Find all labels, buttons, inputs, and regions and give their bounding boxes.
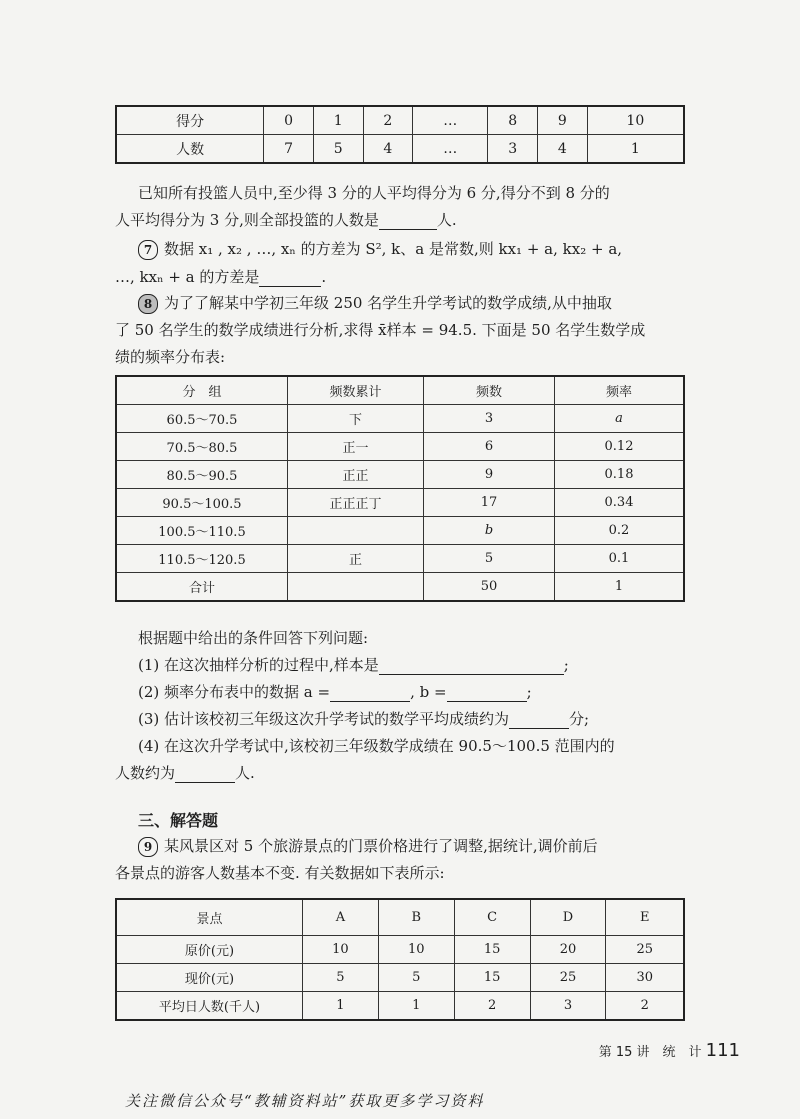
table-cell: D (530, 899, 606, 936)
table-cell: A (303, 899, 379, 936)
table-cell: 0.34 (555, 489, 685, 517)
table-cell: 15 (454, 964, 530, 992)
watermark-text: 关注微信公众号“教辅资料站”获取更多学习资料 (125, 1092, 485, 1110)
frequency-table (115, 375, 685, 602)
table-cell: 90.5～100.5 (116, 489, 288, 517)
table-cell: 1 (313, 106, 363, 135)
table-cell: … (413, 135, 488, 164)
table-cell: 5 (378, 964, 454, 992)
table-cell: B (378, 899, 454, 936)
table-row (116, 405, 684, 433)
table-cell: 25 (606, 936, 684, 964)
table-cell: 人数 (116, 135, 264, 164)
table-row (116, 545, 684, 573)
table-cell: 2 (454, 992, 530, 1021)
question-number: 7 (138, 240, 158, 260)
table-cell: … (413, 106, 488, 135)
sub-question-4: (4) 在这次升学考试中,该校初三年级数学成绩在 90.5～100.5 范围内的 (138, 737, 615, 755)
table-cell: 10 (587, 106, 684, 135)
table-cell: 1 (303, 992, 379, 1021)
table-cell: 得分 (116, 106, 264, 135)
table-cell: a (555, 405, 685, 433)
table-cell: 0.12 (555, 433, 685, 461)
table-cell: 100.5～110.5 (116, 517, 288, 545)
table-cell: 15 (454, 936, 530, 964)
question-number: 9 (138, 837, 158, 857)
question-9-line1: 9 某风景区对 5 个旅游景点的门票价格进行了调整,据统计,调价前后 (138, 833, 698, 860)
table-cell: 4 (537, 135, 587, 164)
table-cell: 80.5～90.5 (116, 461, 288, 489)
table-cell: 10 (303, 936, 379, 964)
page-footer (599, 1040, 740, 1061)
table-cell: 50 (424, 573, 555, 602)
table-cell: 1 (378, 992, 454, 1021)
table-cell: 正一 (288, 433, 424, 461)
table-cell: 合计 (116, 573, 288, 602)
sub-intro: 根据题中给出的条件回答下列问题: (138, 629, 369, 647)
table-cell: E (606, 899, 684, 936)
chapter-label: 第 15 讲 统 计 (598, 1045, 702, 1060)
table-cell: 60.5～70.5 (116, 405, 288, 433)
table-cell: 9 (424, 461, 555, 489)
table-row (116, 461, 684, 489)
table-row (116, 573, 684, 602)
table-header: 频数 (424, 376, 555, 405)
table-cell: 1 (587, 135, 684, 164)
table-cell: 20 (530, 936, 606, 964)
table-row (116, 106, 684, 135)
table-header-row (116, 376, 684, 405)
table-cell: 17 (424, 489, 555, 517)
table-cell (288, 573, 424, 602)
table-cell: 现价(元) (116, 964, 303, 992)
text1-line2: 人平均得分为 3 分,则全部投篮的人数是 人. (115, 211, 457, 229)
sub-question-2: (2) 频率分布表中的数据 a = , b = ; (138, 683, 532, 701)
table-cell: 1 (555, 573, 685, 602)
table-row (116, 899, 684, 936)
table-cell: 原价(元) (116, 936, 303, 964)
table-cell: 8 (488, 106, 538, 135)
table-cell: 正 (288, 545, 424, 573)
table-cell: 5 (424, 545, 555, 573)
page-number: 111 (705, 1040, 740, 1061)
table-cell: 正正 (288, 461, 424, 489)
table-cell: 70.5～80.5 (116, 433, 288, 461)
table-cell: 下 (288, 405, 424, 433)
question-8-line2: 了 50 名学生的数学成绩进行分析,求得 x̄样本 = 94.5. 下面是 50 名学生数学成 (115, 321, 646, 339)
table-cell: 0.1 (555, 545, 685, 573)
section-title: 三、解答题 (138, 811, 219, 830)
table-cell: 2 (606, 992, 684, 1021)
table-header: 频率 (555, 376, 685, 405)
table-cell (288, 517, 424, 545)
question-7-line2: …, kxₙ + a 的方差是 . (115, 268, 327, 286)
table-cell: 3 (424, 405, 555, 433)
table-row (116, 964, 684, 992)
table-cell: 10 (378, 936, 454, 964)
sub-question-3: (3) 估计该校初三年级这次升学考试的数学平均成绩约为 分; (138, 710, 590, 728)
table-cell: 0.2 (555, 517, 685, 545)
table-cell: 0 (264, 106, 314, 135)
table-row (116, 433, 684, 461)
table-cell: 25 (530, 964, 606, 992)
table-cell: 正正正丁 (288, 489, 424, 517)
table-cell: C (454, 899, 530, 936)
table-cell: 110.5～120.5 (116, 545, 288, 573)
answer-blank (379, 658, 564, 675)
question-number: 8 (138, 294, 158, 314)
table-cell: 3 (530, 992, 606, 1021)
table-cell: 2 (363, 106, 413, 135)
table-cell: 0.18 (555, 461, 685, 489)
table-row (116, 936, 684, 964)
sub-question-1: (1) 在这次抽样分析的过程中,样本是 ; (138, 656, 569, 674)
answer-blank (379, 213, 437, 230)
answer-blank (175, 766, 235, 783)
question-9-line2: 各景点的游客人数基本不变. 有关数据如下表所示: (115, 864, 445, 882)
table-cell: 5 (313, 135, 363, 164)
table-row (116, 489, 684, 517)
answer-blank (259, 270, 321, 287)
question-7-line1: 7 数据 x₁ , x₂ , …, xₙ 的方差为 S², k、a 是常数,则 kx₁ + a, kx₂ + a, (138, 236, 698, 263)
answer-blank (447, 685, 527, 702)
table-row (116, 135, 684, 164)
score-table (115, 105, 685, 164)
table-cell: 平均日人数(千人) (116, 992, 303, 1021)
question-8-line1: 8 为了了解某中学初三年级 250 名学生升学考试的数学成绩,从中抽取 (138, 290, 698, 317)
table-cell: 景点 (116, 899, 303, 936)
text1-line1: 已知所有投篮人员中,至少得 3 分的人平均得分为 6 分,得分不到 8 分的 (138, 184, 610, 202)
table-row (116, 992, 684, 1021)
table-header: 频数累计 (288, 376, 424, 405)
table-row (116, 517, 684, 545)
table-cell: 3 (488, 135, 538, 164)
answer-blank (509, 712, 569, 729)
table-cell: b (424, 517, 555, 545)
question-8-line3: 绩的频率分布表: (115, 348, 226, 366)
table-cell: 9 (537, 106, 587, 135)
table-cell: 4 (363, 135, 413, 164)
table-header: 分 组 (116, 376, 288, 405)
answer-blank (330, 685, 410, 702)
ticket-price-table (115, 898, 685, 1021)
table-cell: 7 (264, 135, 314, 164)
table-cell: 6 (424, 433, 555, 461)
table-cell: 5 (303, 964, 379, 992)
table-cell: 30 (606, 964, 684, 992)
sub-question-4-cont: 人数约为 人. (115, 764, 255, 782)
